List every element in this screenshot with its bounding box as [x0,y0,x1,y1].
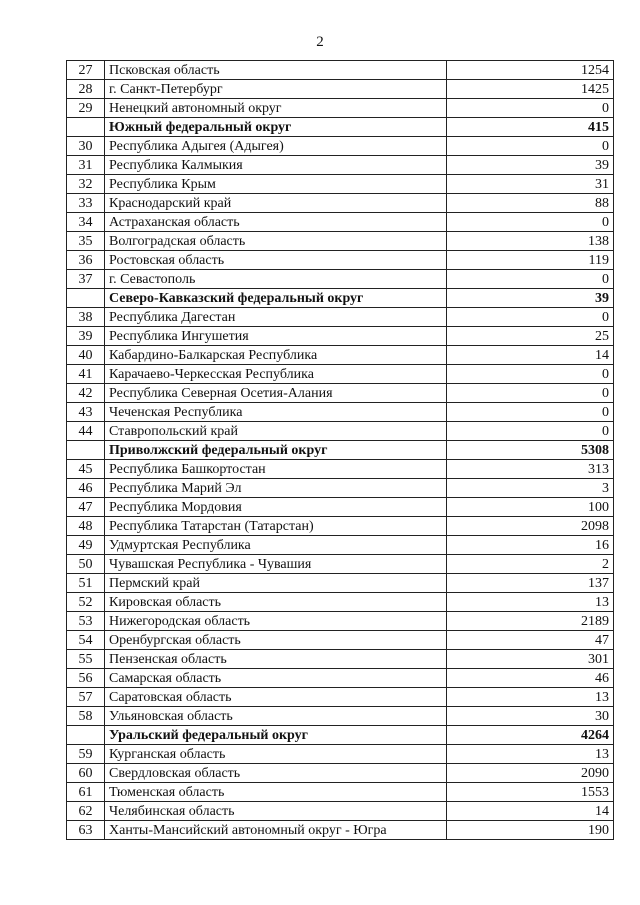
region-name: г. Севастополь [105,270,447,289]
table-row [67,821,614,840]
region-name: Пермский край [105,574,447,593]
region-name: Оренбургская область [105,631,447,650]
region-name: Краснодарский край [105,194,447,213]
table-row [67,479,614,498]
region-value: 25 [447,327,614,346]
region-value: 313 [447,460,614,479]
page-number: 2 [316,34,324,50]
row-number: 48 [67,517,105,536]
table-row [67,460,614,479]
row-number: 49 [67,536,105,555]
region-name: Ульяновская область [105,707,447,726]
table-row [67,688,614,707]
district-name: Северо-Кавказский федеральный округ [105,289,447,308]
table-row [67,403,614,422]
region-value: 0 [447,137,614,156]
row-number: 61 [67,783,105,802]
row-number: 50 [67,555,105,574]
table-row [67,783,614,802]
region-value: 47 [447,631,614,650]
region-name: Чеченская Республика [105,403,447,422]
regions-table-body [67,61,614,840]
region-name: Ставропольский край [105,422,447,441]
region-value: 100 [447,498,614,517]
district-row [67,289,614,308]
table-row [67,99,614,118]
row-number: 57 [67,688,105,707]
region-name: Республика Адыгея (Адыгея) [105,137,447,156]
row-number: 32 [67,175,105,194]
region-value: 88 [447,194,614,213]
region-name: Удмуртская Республика [105,536,447,555]
region-name: Ростовская область [105,251,447,270]
region-name: г. Санкт-Петербург [105,80,447,99]
region-value: 13 [447,593,614,612]
row-number: 51 [67,574,105,593]
table-row [67,555,614,574]
region-name: Волгоградская область [105,232,447,251]
region-value: 301 [447,650,614,669]
district-row [67,441,614,460]
region-value: 4264 [447,726,614,745]
table-row [67,327,614,346]
region-value: 46 [447,669,614,688]
region-value: 2098 [447,517,614,536]
row-number: 30 [67,137,105,156]
table-row [67,764,614,783]
row-number [67,441,105,460]
table-row [67,137,614,156]
region-value: 0 [447,308,614,327]
row-number: 59 [67,745,105,764]
row-number: 39 [67,327,105,346]
row-number: 62 [67,802,105,821]
row-number: 47 [67,498,105,517]
region-value: 2090 [447,764,614,783]
region-name: Республика Северная Осетия-Алания [105,384,447,403]
region-value: 0 [447,384,614,403]
row-number: 54 [67,631,105,650]
region-name: Кабардино-Балкарская Республика [105,346,447,365]
row-number: 41 [67,365,105,384]
region-name: Чувашская Республика - Чувашия [105,555,447,574]
table-row [67,593,614,612]
region-value: 5308 [447,441,614,460]
region-name: Республика Татарстан (Татарстан) [105,517,447,536]
row-number: 46 [67,479,105,498]
table-row [67,498,614,517]
region-name: Республика Крым [105,175,447,194]
row-number: 28 [67,80,105,99]
table-row [67,422,614,441]
row-number: 34 [67,213,105,232]
row-number: 43 [67,403,105,422]
table-row [67,213,614,232]
row-number: 58 [67,707,105,726]
region-name: Тюменская область [105,783,447,802]
region-name: Курганская область [105,745,447,764]
region-value: 14 [447,802,614,821]
region-value: 138 [447,232,614,251]
table-row [67,251,614,270]
region-name: Астраханская область [105,213,447,232]
region-value: 30 [447,707,614,726]
region-name: Республика Дагестан [105,308,447,327]
table-row [67,802,614,821]
region-name: Республика Башкортостан [105,460,447,479]
district-row [67,726,614,745]
row-number: 42 [67,384,105,403]
region-name: Республика Калмыкия [105,156,447,175]
region-name: Республика Ингушетия [105,327,447,346]
region-name: Нижегородская область [105,612,447,631]
district-name: Приволжский федеральный округ [105,441,447,460]
table-row [67,80,614,99]
region-value: 1425 [447,80,614,99]
row-number: 37 [67,270,105,289]
table-row [67,156,614,175]
table-row [67,669,614,688]
region-value: 0 [447,403,614,422]
row-number: 38 [67,308,105,327]
region-value: 119 [447,251,614,270]
table-row [67,270,614,289]
row-number: 27 [67,61,105,80]
region-value: 2189 [447,612,614,631]
region-name: Республика Марий Эл [105,479,447,498]
table-row [67,232,614,251]
table-row [67,308,614,327]
table-row [67,384,614,403]
table-row [67,61,614,80]
table-row [67,612,614,631]
row-number: 56 [67,669,105,688]
region-value: 1553 [447,783,614,802]
row-number: 40 [67,346,105,365]
row-number [67,118,105,137]
region-value: 0 [447,270,614,289]
table-row [67,365,614,384]
region-value: 0 [447,365,614,384]
table-row [67,631,614,650]
region-name: Саратовская область [105,688,447,707]
table-row [67,650,614,669]
row-number: 53 [67,612,105,631]
row-number [67,289,105,308]
region-value: 31 [447,175,614,194]
row-number: 29 [67,99,105,118]
row-number: 35 [67,232,105,251]
region-name: Карачаево-Черкесская Республика [105,365,447,384]
region-name: Псковская область [105,61,447,80]
row-number [67,726,105,745]
row-number: 36 [67,251,105,270]
region-value: 190 [447,821,614,840]
row-number: 45 [67,460,105,479]
region-name: Ненецкий автономный округ [105,99,447,118]
region-name: Свердловская область [105,764,447,783]
region-value: 1254 [447,61,614,80]
region-value: 137 [447,574,614,593]
region-value: 0 [447,422,614,441]
row-number: 52 [67,593,105,612]
region-value: 3 [447,479,614,498]
region-value: 16 [447,536,614,555]
region-name: Республика Мордовия [105,498,447,517]
region-value: 13 [447,688,614,707]
region-value: 13 [447,745,614,764]
table-row [67,194,614,213]
row-number: 44 [67,422,105,441]
table-row [67,346,614,365]
regions-table [66,60,614,840]
table-row [67,175,614,194]
region-name: Кировская область [105,593,447,612]
region-name: Пензенская область [105,650,447,669]
region-value: 39 [447,289,614,308]
region-name: Самарская область [105,669,447,688]
row-number: 55 [67,650,105,669]
region-name: Ханты-Мансийский автономный округ - Югра [105,821,447,840]
table-row [67,574,614,593]
row-number: 60 [67,764,105,783]
row-number: 63 [67,821,105,840]
table-row [67,517,614,536]
table-row [67,536,614,555]
row-number: 31 [67,156,105,175]
region-name: Челябинская область [105,802,447,821]
region-value: 0 [447,213,614,232]
region-value: 0 [447,99,614,118]
table-row [67,745,614,764]
region-value: 2 [447,555,614,574]
district-row [67,118,614,137]
row-number: 33 [67,194,105,213]
table-row [67,707,614,726]
district-name: Южный федеральный округ [105,118,447,137]
region-value: 415 [447,118,614,137]
region-value: 14 [447,346,614,365]
district-name: Уральский федеральный округ [105,726,447,745]
region-value: 39 [447,156,614,175]
